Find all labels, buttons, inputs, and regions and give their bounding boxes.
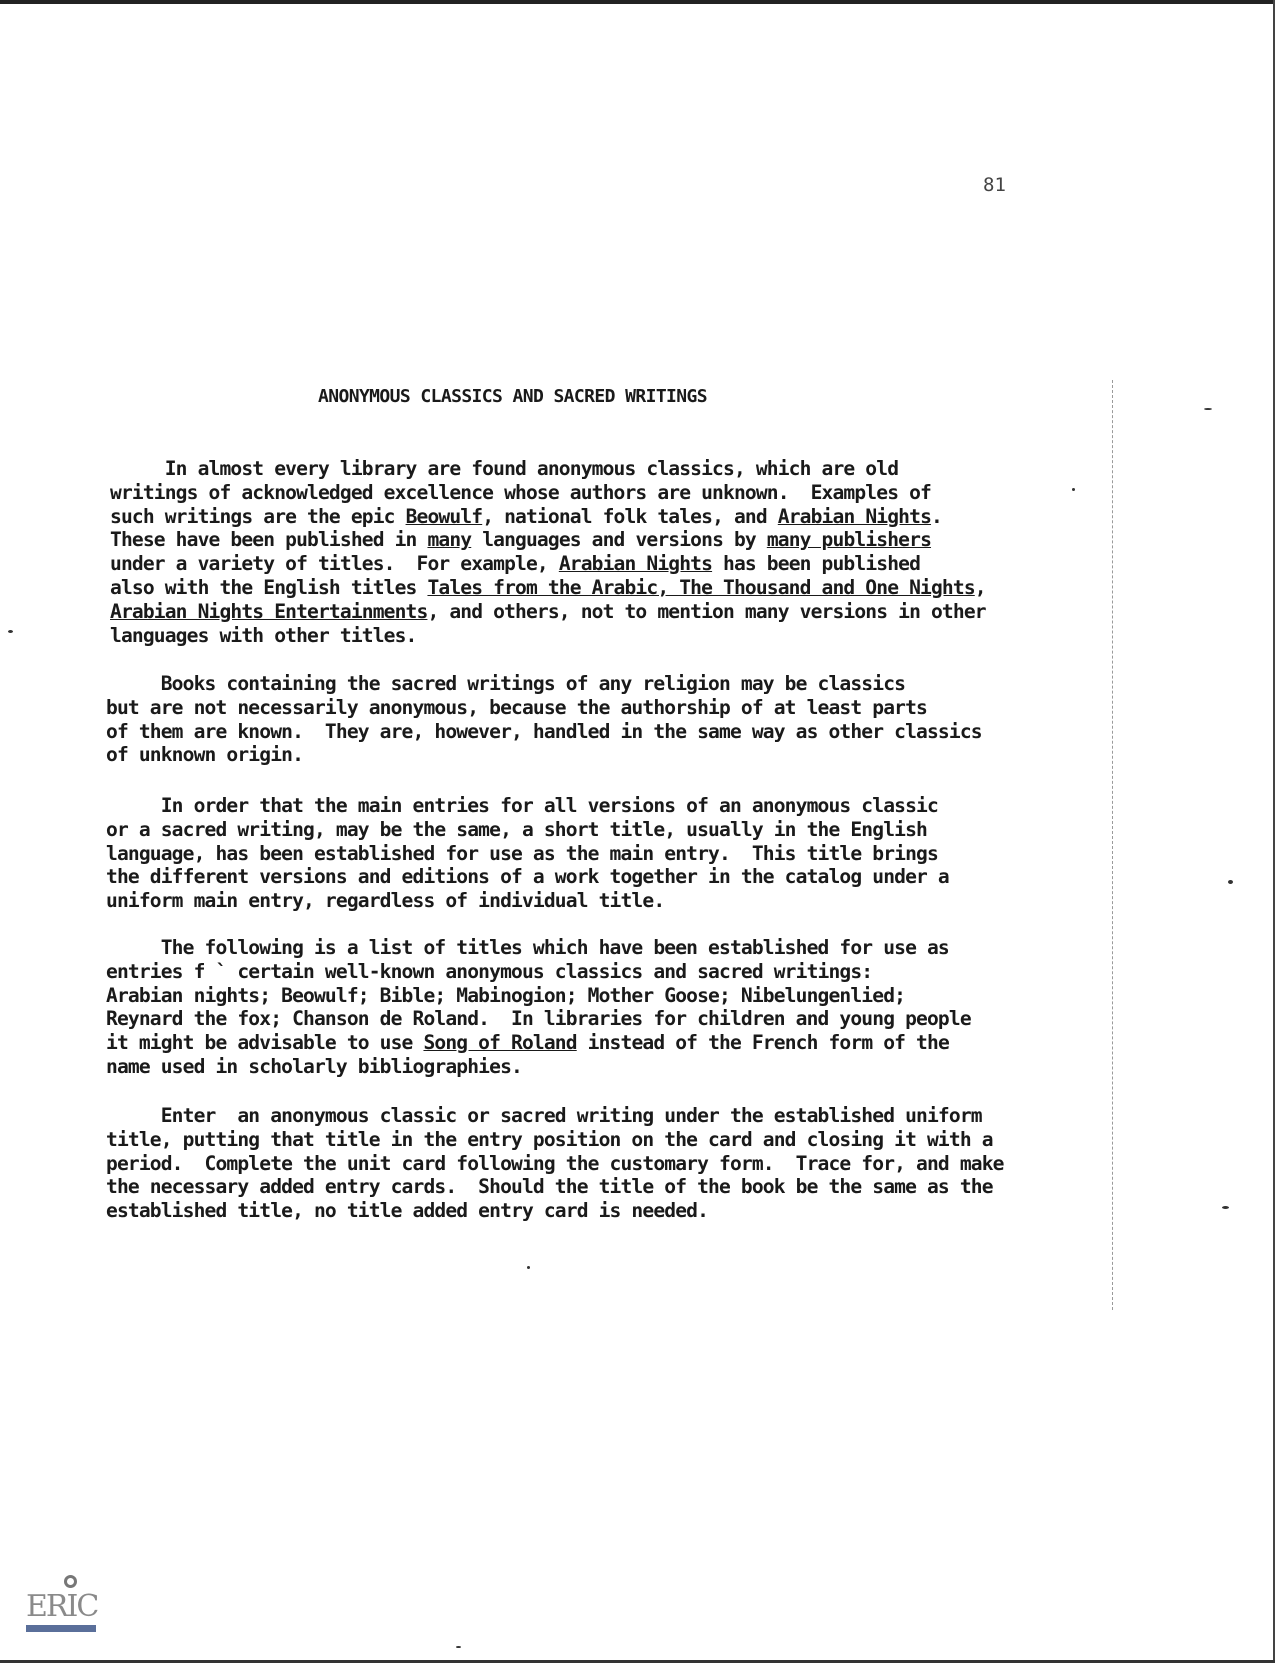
text-segment: the necessary added entry cards. Should the title of the book be the same as the <box>106 1175 993 1199</box>
logo-ring-icon <box>64 1575 77 1588</box>
text-line <box>110 505 1060 529</box>
text-line <box>106 1007 1056 1031</box>
page-number: 81 <box>983 174 1006 196</box>
text-segment: These have been published in <box>110 528 428 552</box>
text-segment: In almost every library are found anonymous classics, which are old <box>110 457 899 480</box>
eric-logo <box>22 1575 98 1641</box>
text-segment: , national folk tales, and <box>482 504 778 528</box>
scan-speck <box>1072 488 1075 491</box>
scan-speck <box>1204 408 1212 410</box>
logo-bar <box>26 1625 96 1632</box>
text-line <box>106 936 1056 960</box>
text-line <box>106 696 1056 720</box>
text-segment: uniform main entry, regardless of individual title. <box>106 889 665 913</box>
text-segment: , and others, not to mention many versions in other <box>427 599 986 623</box>
underlined-title: Arabian Nights <box>777 504 932 528</box>
text-line <box>106 1175 1056 1199</box>
scan-top-edge <box>0 0 1275 4</box>
text-line <box>106 794 1056 818</box>
text-segment: . <box>931 504 942 528</box>
text-line <box>106 1199 1056 1223</box>
text-line <box>106 1152 1056 1176</box>
text-line <box>110 528 1060 552</box>
scan-speck <box>527 1266 530 1269</box>
text-segment: entries f ` certain well-known anonymous classics and sacred writings: <box>106 959 873 983</box>
text-segment: Reynard the fox; Chanson de Roland. In libraries for children and young people <box>106 1007 971 1031</box>
text-segment: languages with other titles. <box>110 623 417 647</box>
text-segment: Books containing the sacred writings of any religion may be classics <box>106 672 906 695</box>
text-segment: The following is a list of titles which have been established for use as <box>106 936 949 959</box>
scan-speck <box>8 630 13 633</box>
paragraph-main-entries <box>106 794 1056 913</box>
underlined-title: Arabian Nights Entertainments <box>110 599 428 623</box>
text-line <box>110 600 1060 624</box>
text-segment: also with the English titles <box>110 575 428 599</box>
text-line <box>106 960 1056 984</box>
text-line <box>106 743 1056 767</box>
text-segment: but are not necessarily anonymous, because the authorship of at least parts <box>106 695 927 719</box>
text-line <box>106 818 1056 842</box>
text-segment: it might be advisable to use <box>106 1031 424 1055</box>
text-segment: period. Complete the unit card following the customary form. Trace for, and make <box>106 1151 1004 1175</box>
text-segment: of unknown origin. <box>106 743 304 767</box>
text-line <box>110 481 1060 505</box>
text-line <box>106 842 1056 866</box>
text-line <box>106 1128 1056 1152</box>
underlined-title: Tales from the Arabic, The Thousand and One Nights <box>427 575 975 599</box>
underlined-title: many publishers <box>766 528 932 552</box>
text-line <box>110 624 1060 648</box>
text-segment: languages and versions by <box>471 528 767 552</box>
paragraph-anonymous-classics <box>110 457 1060 647</box>
text-line <box>106 984 1056 1008</box>
text-segment: has been published <box>712 552 921 576</box>
text-segment: language, has been established for use as the main entry. This title brings <box>106 841 938 865</box>
text-segment: under a variety of titles. For example, <box>110 552 559 576</box>
text-line <box>110 457 1060 481</box>
scan-speck <box>1228 880 1233 884</box>
text-segment: writings of acknowledged excellence whose authors are unknown. Examples of <box>110 480 931 504</box>
scan-speck <box>456 1646 461 1648</box>
text-segment: In order that the main entries for all versions of an anonymous classic <box>106 794 938 817</box>
text-line <box>106 889 1056 913</box>
text-line <box>110 552 1060 576</box>
text-segment: or a sacred writing, may be the same, a short title, usually in the English <box>106 817 927 841</box>
text-segment: title, putting that title in the entry position on the card and closing it with a <box>106 1127 993 1151</box>
text-segment: established title, no title added entry card is needed. <box>106 1199 709 1223</box>
underlined-title: Arabian Nights <box>558 552 713 576</box>
paragraph-sacred-writings <box>106 672 1056 767</box>
text-line <box>106 672 1056 696</box>
text-segment: such writings are the epic <box>110 504 406 528</box>
text-line <box>110 576 1060 600</box>
underlined-title: many <box>427 528 472 552</box>
text-segment: instead of the French form of the <box>576 1031 949 1055</box>
text-line <box>106 1055 1056 1079</box>
underlined-title: Song of Roland <box>423 1031 577 1055</box>
text-segment: , <box>974 575 986 599</box>
text-line <box>106 1031 1056 1055</box>
text-line <box>106 865 1056 889</box>
text-line <box>106 720 1056 744</box>
underlined-title: Beowulf <box>405 504 483 528</box>
text-segment: Enter an anonymous classic or sacred writing under the established uniform <box>106 1104 982 1127</box>
page-title: ANONYMOUS CLASSICS AND SACRED WRITINGS <box>318 386 708 407</box>
scan-margin-line <box>1112 380 1114 1310</box>
scan-speck <box>1222 1206 1229 1209</box>
text-segment: Arabian nights; Beowulf; Bible; Mabinogion; Mother Goose; Nibelungenlied; <box>106 983 906 1007</box>
text-segment: the different versions and editions of a work together in the catalog under a <box>106 865 949 889</box>
logo-wordmark: ERIC <box>26 1589 98 1624</box>
paragraph-entry-instructions <box>106 1104 1056 1223</box>
text-segment: name used in scholarly bibliographies. <box>106 1054 522 1078</box>
text-line <box>106 1104 1056 1128</box>
paragraph-title-list <box>106 936 1056 1079</box>
text-segment: of them are known. They are, however, handled in the same way as other classics <box>106 719 982 743</box>
